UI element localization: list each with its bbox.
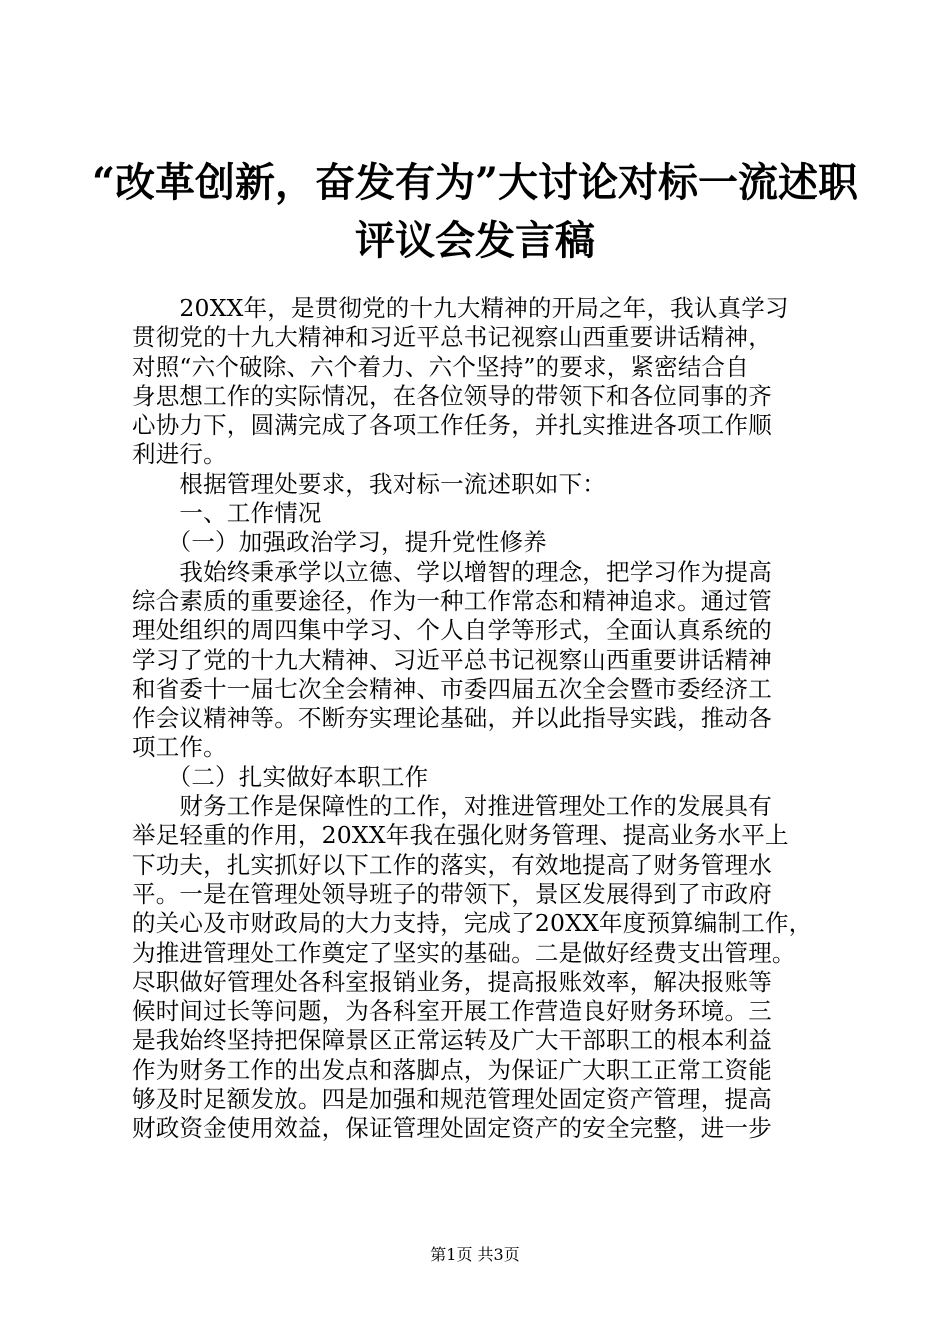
- body-line: 为推进管理处工作奠定了坚实的基础。二是做好经费支出管理。: [132, 938, 796, 967]
- body-line: 平。一是在管理处领导班子的带领下，景区发展得到了市政府: [132, 879, 772, 908]
- body-line: 财政资金使用效益，保证管理处固定资产的安全完整，进一步: [132, 1114, 772, 1143]
- body-line: 作为财务工作的出发点和落脚点，为保证广大职工正常工资能: [132, 1055, 772, 1084]
- body-line: 对照“六个破除、六个着力、六个坚持”的要求，紧密结合自: [132, 352, 749, 381]
- subsection-heading: （二）扎实做好本职工作: [132, 762, 429, 791]
- body-line: 是我始终坚持把保障景区正常运转及广大干部职工的根本利益: [132, 1026, 772, 1055]
- body-line: 作会议精神等。不断夯实理论基础，并以此指导实践，推动各: [132, 704, 772, 733]
- body-line: 举足轻重的作用，20XX年我在强化财务管理、提高业务水平上: [132, 821, 789, 850]
- page-number-footer: 第1页 共3页: [430, 1245, 520, 1264]
- body-line: 理处组织的周四集中学习、个人自学等形式，全面认真系统的: [132, 616, 772, 645]
- body-line: 20XX年，是贯彻党的十九大精神的开局之年，我认真学习: [132, 294, 789, 322]
- body-line: 综合素质的重要途径，作为一种工作常态和精神追求。通过管: [132, 586, 772, 615]
- body-line: 财务工作是保障性的工作，对推进管理处工作的发展具有: [132, 792, 772, 821]
- document-title-line-1: “改革创新，奋发有为”大讨论对标一流述职: [91, 159, 858, 206]
- body-line: 我始终秉承学以立德、学以增智的理念，把学习作为提高: [132, 557, 772, 586]
- body-line: 学习了党的十九大精神、习近平总书记视察山西重要讲话精神: [132, 645, 772, 674]
- body-line: 够及时足额发放。四是加强和规范管理处固定资产管理，提高: [132, 1085, 772, 1114]
- body-line: 和省委十一届七次全会精神、市委四届五次全会暨市委经济工: [132, 674, 772, 703]
- body-line: 利进行。: [132, 440, 227, 469]
- body-line: 候时间过长等问题，为各科室开展工作营造良好财务环境。三: [132, 997, 772, 1026]
- section-heading: 一、工作情况: [132, 499, 322, 528]
- body-line: 根据管理处要求，我对标一流述职如下：: [132, 469, 606, 498]
- document-title-line-2: 评议会发言稿: [355, 217, 595, 264]
- body-line: 项工作。: [132, 733, 227, 762]
- body-line: 的关心及市财政局的大力支持，完成了20XX年度预算编制工作，: [132, 909, 813, 938]
- body-line: 尽职做好管理处各科室报销业务，提高报账效率，解决报账等: [132, 967, 772, 996]
- body-line: 贯彻党的十九大精神和习近平总书记视察山西重要讲话精神，: [132, 323, 772, 352]
- subsection-heading: （一）加强政治学习，提升党性修养: [132, 528, 547, 557]
- body-line: 下功夫，扎实抓好以下工作的落实，有效地提高了财务管理水: [132, 850, 772, 879]
- body-line: 身思想工作的实际情况，在各位领导的带领下和各位同事的齐: [132, 381, 772, 410]
- body-line: 心协力下，圆满完成了各项工作任务，并扎实推进各项工作顺: [132, 411, 772, 440]
- document-body: [132, 294, 832, 1144]
